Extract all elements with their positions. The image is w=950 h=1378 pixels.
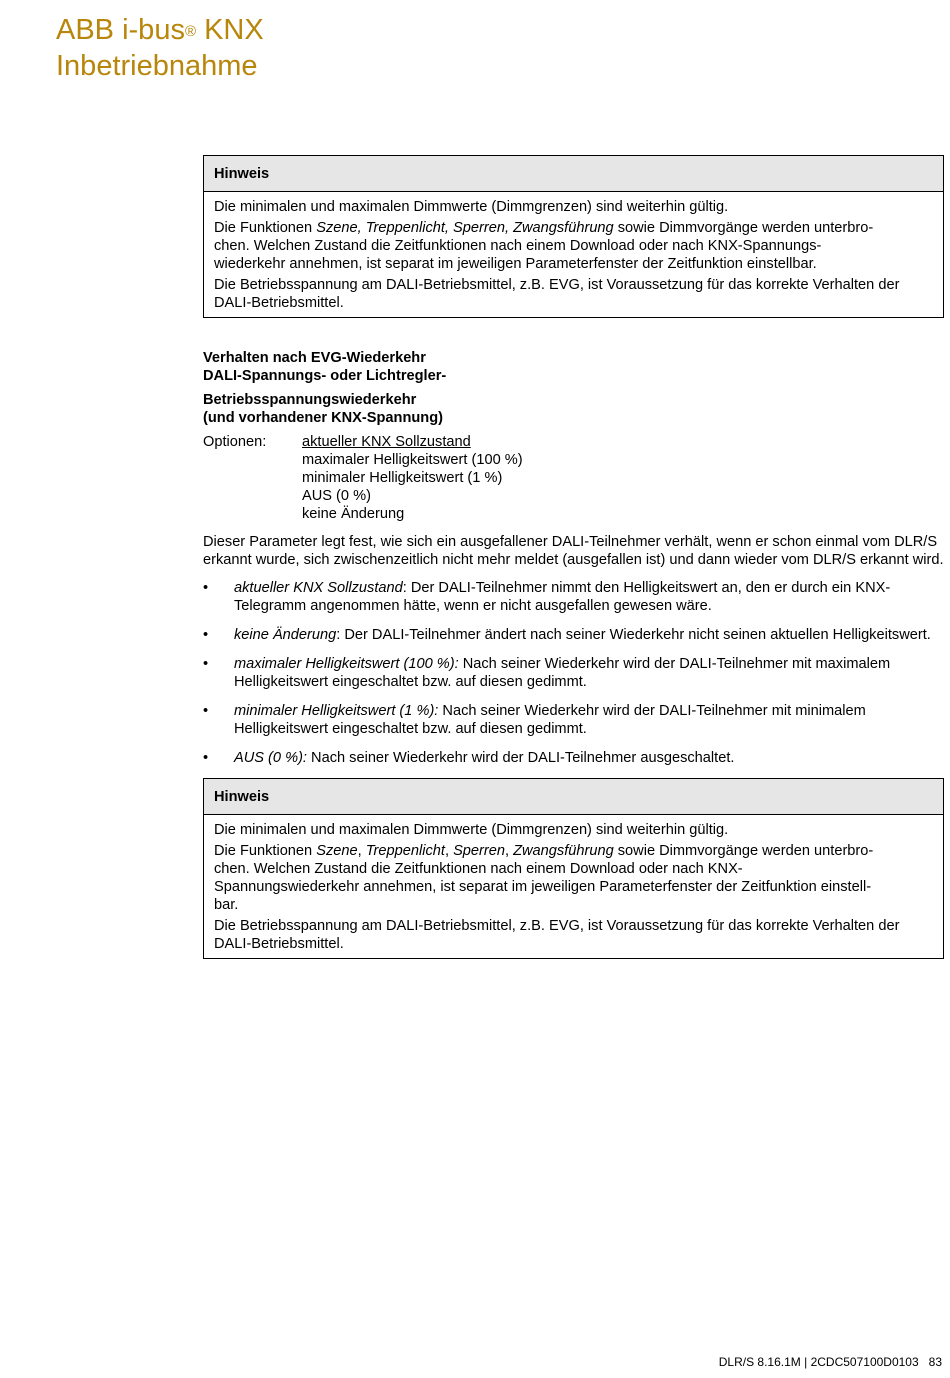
note-paragraph: Die minimalen und maximalen Dimmwerte (Dimmgrenzen) sind weiterhin gültig. [214, 199, 729, 215]
heading-line: (und vorhandener KNX-Spannung) [203, 410, 443, 426]
bullet-icon: • [203, 627, 209, 643]
bullet-term: keine Änderung [234, 627, 337, 643]
registered-mark: ® [184, 23, 197, 40]
note-title: Hinweis [204, 156, 943, 192]
document-header [56, 12, 264, 84]
option-item: maximaler Helligkeitswert (100 %) [302, 452, 523, 468]
options-label: Optionen: [203, 434, 267, 450]
italic-text: Zwangsführung [513, 843, 614, 859]
text: , [444, 843, 454, 859]
note-paragraph: Die Betriebsspannung am DALI-Betriebsmittel, z.B. EVG, ist Voraussetzung für das korrekte Verhalten der DALI-Betriebsmittel. [214, 277, 900, 311]
heading-line: Verhalten nach EVG-Wiederkehr [203, 350, 426, 366]
text: bar. [214, 897, 239, 913]
note-paragraph: Die Betriebsspannung am DALI-Betriebsmittel, z.B. EVG, ist Voraussetzung für das korrekte Verhalten der DALI-Betriebsmittel. [214, 918, 900, 952]
page-footer: DLR/S 8.16.1M | 2CDC507100D0103 83 [718, 1355, 942, 1369]
text: sowie Dimmvorgänge werden unterbro- [613, 220, 874, 236]
option-item: AUS (0 %) [302, 488, 371, 504]
bullet-item [203, 702, 944, 738]
option-item: aktueller KNX Sollzustand [302, 434, 471, 450]
text: chen. Welchen Zustand die Zeitfunktionen nach einem Download oder nach KNX-Spannungs- [214, 238, 822, 254]
italic-text: Sperren [453, 843, 505, 859]
note-paragraph [214, 219, 933, 273]
options-block [203, 433, 944, 523]
italic-text: Szene, Treppenlicht, Sperren, Zwangsführung [316, 220, 614, 236]
bullet-text: : Der DALI-Teilnehmer ändert nach seiner Wiederkehr nicht seinen aktuellen Helligkeitswert. [336, 627, 931, 643]
note-body [204, 192, 943, 317]
bullet-term: AUS (0 %): [234, 750, 307, 766]
parameter-heading [203, 391, 944, 427]
italic-text: Treppenlicht [365, 843, 445, 859]
text: chen. Welchen Zustand die Zeitfunktionen nach einem Download oder nach KNX- [214, 861, 743, 877]
text: , [504, 843, 514, 859]
text: sowie Dimmvorgänge werden unterbro- [613, 843, 874, 859]
option-item: minimaler Helligkeitswert (1 %) [302, 470, 503, 486]
bullet-item [203, 579, 944, 615]
bullet-icon: • [203, 750, 209, 766]
heading-line: DALI-Spannungs- oder Lichtregler- [203, 368, 447, 384]
section-heading [203, 349, 944, 385]
note-body [204, 815, 943, 958]
bullet-list [203, 579, 944, 767]
bullet-term: aktueller KNX Sollzustand [234, 580, 403, 596]
text: wiederkehr annehmen, ist separat im jeweiligen Parameterfenster der Zeitfunktion einstellbar. [214, 256, 817, 272]
bullet-icon: • [203, 656, 209, 672]
page-content [203, 155, 944, 959]
text: , [357, 843, 366, 859]
heading-line: Betriebsspannungswiederkehr [203, 392, 417, 408]
options-list [302, 433, 523, 523]
bullet-item [203, 655, 944, 691]
note-box-2 [203, 778, 944, 959]
text: Die Funktionen [214, 220, 317, 236]
bullet-item [203, 749, 944, 767]
header-brand-suffix: KNX [196, 14, 264, 46]
bullet-term: maximaler Helligkeitswert (100 %): [234, 656, 459, 672]
bullet-item [203, 626, 944, 644]
header-subtitle: Inbetriebnahme [56, 50, 258, 82]
bullet-term: minimaler Helligkeitswert (1 %): [234, 703, 439, 719]
text: Spannungswiederkehr annehmen, ist separat im jeweiligen Parameterfenster der Zeitfunktion einstell- [214, 879, 872, 895]
note-box-1 [203, 155, 944, 318]
note-paragraph: Die minimalen und maximalen Dimmwerte (Dimmgrenzen) sind weiterhin gültig. [214, 822, 729, 838]
bullet-text: Nach seiner Wiederkehr wird der DALI-Teilnehmer ausgeschaltet. [306, 750, 735, 766]
bullet-icon: • [203, 580, 209, 596]
option-item: keine Änderung [302, 506, 405, 522]
note-paragraph [214, 842, 933, 914]
bullet-text: : Der DALI-Teilnehmer nimmt den Helligkeitswert an, den er durch ein KNX-Telegramm angenommen hätte, wenn er nicht ausgefallen gewesen wäre. [234, 580, 891, 614]
text: Die Funktionen [214, 843, 317, 859]
bullet-text: Nach seiner Wiederkehr wird der DALI-Teilnehmer mit maximalem Helligkeitswert eingeschaltet bzw. auf diesen gedimmt. [234, 656, 891, 690]
note-title: Hinweis [204, 779, 943, 815]
parameter-description: Dieser Parameter legt fest, wie sich ein ausgefallener DALI-Teilnehmer verhält, wenn er schon einmal vom DLR/S erkannt wurde, sich zwischenzeitlich nicht mehr meldet (ausgefallen ist) und dann wieder vom DLR/S erkannt wird. [203, 534, 944, 568]
header-brand: ABB i-bus [56, 14, 185, 46]
header-title [56, 12, 264, 48]
bullet-icon: • [203, 703, 209, 719]
bullet-text: Nach seiner Wiederkehr wird der DALI-Teilnehmer mit minimalem Helligkeitswert eingeschaltet bzw. auf diesen gedimmt. [234, 703, 866, 737]
italic-text: Szene [316, 843, 358, 859]
